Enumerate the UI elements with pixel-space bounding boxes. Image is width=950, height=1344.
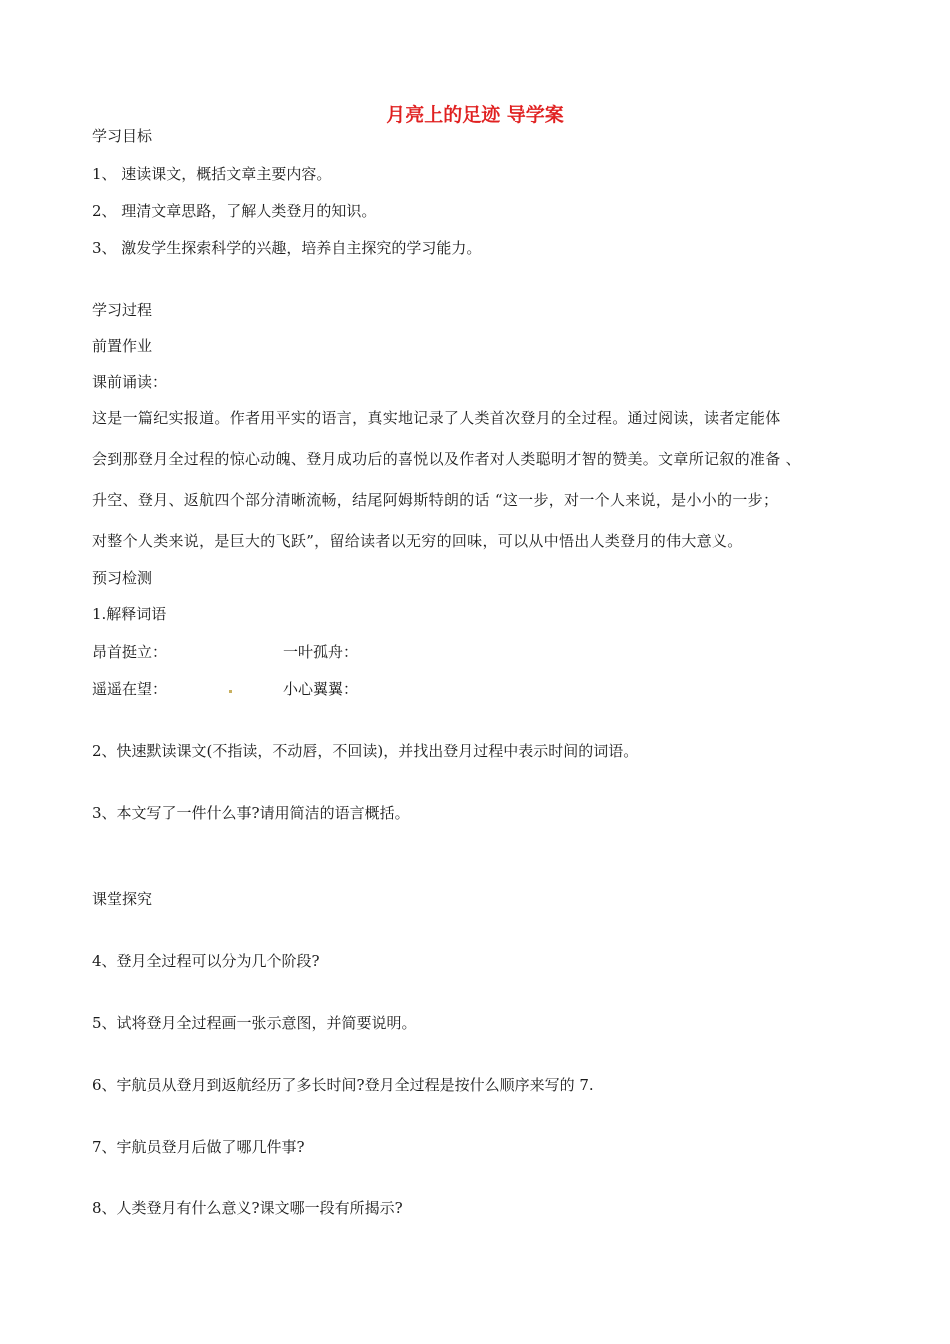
recite-line-4: 对整个人类来说，是巨大的飞跃”，留给读者以无穷的回味，可以从中悟出人类登月的伟大意义。 xyxy=(92,532,743,550)
goal-item-2: 2、 理清文章思路，了解人类登月的知识。 xyxy=(92,202,377,220)
question-4: 4、登月全过程可以分为几个阶段? xyxy=(92,952,320,970)
word-3: 遥遥在望： xyxy=(92,680,168,698)
goals-heading: 学习目标 xyxy=(92,127,153,145)
class-heading: 课堂探究 xyxy=(92,890,153,908)
question-7: 7、宇航员登月后做了哪几件事? xyxy=(92,1138,305,1156)
prework-heading: 前置作业 xyxy=(92,337,153,355)
recite-line-2: 会到那登月全过程的惊心动魄、登月成功后的喜悦以及作者对人类聪明才智的赞美。文章所记叙的准备 、 xyxy=(92,450,801,468)
recite-line-3: 升空、登月、返航四个部分清晰流畅，结尾阿姆斯特朗的话 “这一步，对一个人来说，是小小的一步； xyxy=(92,491,779,509)
word-4: 小心翼翼： xyxy=(283,680,359,698)
question-3: 3、本文写了一件什么事?请用简洁的语言概括。 xyxy=(92,804,410,822)
recite-label: 课前诵读： xyxy=(92,373,168,391)
goal-item-3: 3、 激发学生探索科学的兴趣，培养自主探究的学习能力。 xyxy=(92,239,482,257)
recite-line-1: 这是一篇纪实报道。作者用平实的语言，真实地记录了人类首次登月的全过程。通过阅读，读者定能体 xyxy=(92,409,781,427)
question-5: 5、试将登月全过程画一张示意图，并简要说明。 xyxy=(92,1014,417,1032)
question-6: 6、宇航员从登月到返航经历了多长时间?登月全过程是按什么顺序来写的 7. xyxy=(92,1076,594,1094)
process-heading: 学习过程 xyxy=(92,301,153,319)
preview-heading: 预习检测 xyxy=(92,569,153,587)
word-1: 昂首挺立： xyxy=(92,643,168,661)
mark-dot xyxy=(229,690,232,693)
question-8: 8、人类登月有什么意义?课文哪一段有所揭示? xyxy=(92,1199,403,1217)
question-2: 2、快速默读课文(不指读，不动唇，不回读)，并找出登月过程中表示时间的词语。 xyxy=(92,742,639,760)
word-2: 一叶孤舟： xyxy=(283,643,359,661)
document-title: 月亮上的足迹 导学案 xyxy=(386,104,564,126)
question-1-label: 1.解释词语 xyxy=(92,605,167,623)
goal-item-1: 1、 速读课文，概括文章主要内容。 xyxy=(92,165,332,183)
